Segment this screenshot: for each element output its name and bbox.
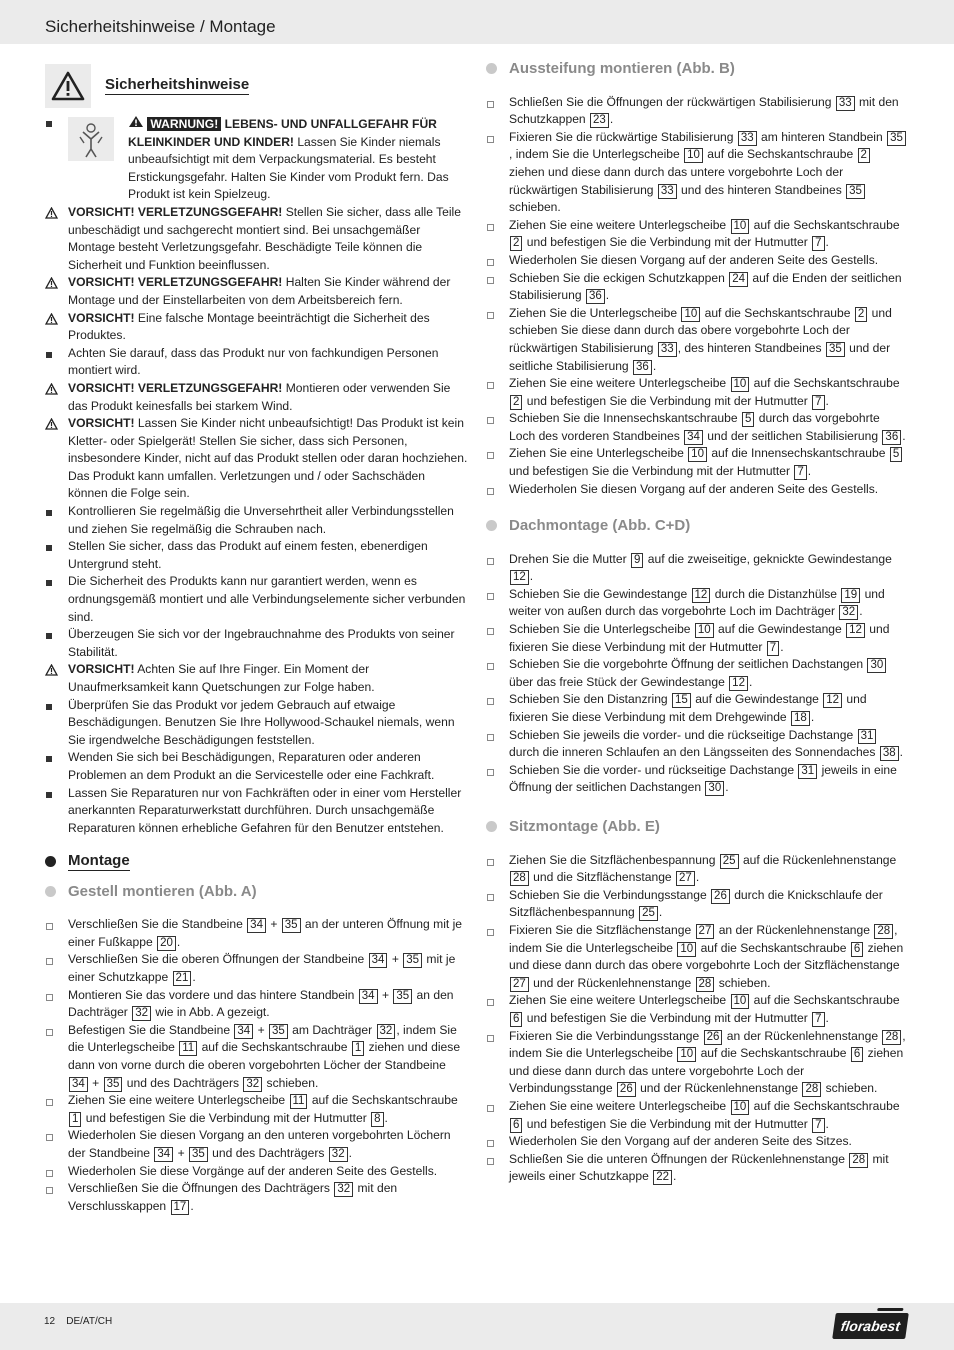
section-heading	[45, 883, 468, 901]
child-warning-text-inline: Lassen Sie Kinder niemals unbeaufsichtigt mit dem Verpackungsmaterial. Es besteht Erstickungsgefahr. Halten Sie Kinder vom Produkt fern. Das Produkt ist kein Spielzeug.	[128, 134, 449, 202]
section-title: Dachmontage (Abb. C+D)	[509, 517, 691, 534]
child-icon	[68, 117, 114, 161]
warning-triangle-icon	[45, 277, 58, 289]
part-number-ref: 30	[867, 658, 886, 673]
part-number-ref: 32	[377, 1024, 396, 1039]
step-item: Wiederholen Sie diesen Vorgang auf der anderen Seite des Gestells.	[509, 252, 879, 267]
safety-items	[45, 204, 468, 837]
step-item: Wiederholen Sie diese Vorgänge auf der anderen Seite des Gestells.	[68, 1163, 438, 1178]
part-number-ref: 33	[658, 184, 677, 199]
part-number-ref: 26	[704, 1030, 723, 1045]
part-number-ref: 28	[696, 977, 715, 992]
step-item: Schieben Sie den Distanzring 15 auf die Gewindestange 12 und fixieren Sie diese Verbindung mit dem Drehgewinde 18 .	[509, 692, 867, 724]
part-number-ref: 9	[631, 553, 643, 568]
step-item: Schieben Sie jeweils die vorder- und die rückseitige Dachstange 31 durch die inneren Schlaufen an den Längsseiten des Sonnendaches 38 .	[509, 727, 903, 760]
part-number-ref: 35	[282, 918, 301, 933]
warning-label: WARNUNG!	[147, 117, 221, 131]
part-number-ref: 10	[677, 1047, 696, 1062]
part-number-ref: 18	[791, 711, 810, 726]
part-number-ref: 19	[841, 588, 860, 603]
child-warning-heading: LEBENS- UND UNFALLGEFAHR FÜR KLEINKINDER UND KINDER!	[128, 117, 437, 149]
step-item: Schieben Sie die eckigen Schutzkappen 24 auf die Enden der seitlichen Stabilisierung 36 .	[509, 270, 902, 303]
part-number-ref: 7	[812, 1012, 824, 1027]
part-number-ref: 34	[684, 430, 703, 445]
part-number-ref: 32	[132, 1006, 151, 1021]
safety-item	[45, 415, 468, 503]
safety-item-text: Eine falsche Montage beeinträchtigt die Sicherheit des Produktes.	[68, 310, 430, 343]
part-number-ref: 34	[154, 1147, 173, 1162]
section-heading	[486, 60, 908, 78]
safety-item-text: Halten Sie Kinder während der Montage und der Einstellarbeiten von dem Arbeitsbereich fern.	[68, 275, 451, 307]
safety-item-text: Überzeugen Sie sich vor der Ingebrauchnahme des Produkts von seiner Stabilität.	[68, 627, 455, 659]
safety-title: Sicherheitshinweise	[105, 76, 250, 93]
step-item: Schließen Sie die Öffnungen der rückwärtigen Stabilisierung 33 mit den Schutzkappen 23 .	[509, 94, 899, 127]
safety-item	[45, 274, 468, 309]
part-number-ref: 26	[617, 1082, 636, 1097]
part-number-ref: 6	[851, 942, 863, 957]
part-number-ref: 15	[672, 693, 691, 708]
warning-triangle-icon	[45, 64, 91, 108]
part-number-ref: 6	[851, 1047, 863, 1062]
warning-triangle-icon	[45, 418, 58, 430]
part-number-ref: 12	[692, 588, 711, 603]
safety-list	[45, 115, 468, 837]
part-number-ref: 35	[826, 342, 845, 357]
section-gestell	[45, 883, 468, 1216]
part-number-ref: 5	[890, 447, 902, 462]
step-item: Verschließen Sie die oberen Öffnungen der Standbeine 34 + 35 mit je einer Schutzkappe 21 .	[68, 952, 456, 984]
step-item: Fixieren Sie die Verbindungsstange 26 an der Rückenlehnenstange 28 , indem Sie die Unterlegscheibe 10 auf die Sechskantschraube 6 ziehen und diese dann durch das untere vorgebohrte Loch der Verbindungsstange 26 und der Rückenlehnenstange 28 schieben.	[509, 1028, 906, 1096]
section-heading	[486, 517, 908, 535]
part-number-ref: 11	[290, 1094, 308, 1109]
part-number-ref: 35	[403, 953, 422, 968]
section-dach	[486, 517, 908, 797]
part-number-ref: 28	[874, 924, 893, 939]
safety-item-text: Kontrollieren Sie regelmäßig die Unversehrtheit aller Verbindungsstellen und ziehen Sie regelmäßig die Schrauben nach.	[68, 504, 454, 536]
part-number-ref: 2	[510, 236, 522, 251]
part-number-ref: 10	[677, 942, 696, 957]
bullet-dot-icon	[486, 520, 497, 531]
part-number-ref: 6	[510, 1118, 522, 1133]
part-number-ref: 30	[705, 781, 724, 796]
part-number-ref: 7	[812, 236, 824, 251]
safety-item	[45, 204, 468, 274]
part-number-ref: 6	[510, 1012, 522, 1027]
part-number-ref: 35	[887, 131, 906, 146]
part-number-ref: 10	[695, 623, 714, 638]
part-number-ref: 31	[798, 764, 817, 779]
safety-item-heading: VORSICHT! VERLETZUNGSGEFAHR!	[68, 204, 283, 219]
part-number-ref: 7	[794, 465, 806, 480]
step-item: Drehen Sie die Mutter 9 auf die zweiseitige, geknickte Gewindestange 12 .	[509, 551, 892, 584]
part-number-ref: 35	[269, 1024, 288, 1039]
part-number-ref: 28	[849, 1153, 868, 1168]
safety-item	[45, 661, 468, 696]
safety-item-heading: VORSICHT!	[68, 310, 135, 325]
part-number-ref: 11	[179, 1041, 197, 1056]
warning-triangle-icon	[45, 207, 58, 219]
step-item: Fixieren Sie die rückwärtige Stabilisierung 33 am hinteren Standbein 35, indem Sie die Unterlegscheibe 10 auf die Sechskantschraube 2 ziehen und diese dann durch das untere vorgebohrte Loch der rückwärtigen Stabilisierung 33 und des hinteren Standbeines 35 schieben.	[486, 129, 908, 217]
safety-item-text: Lassen Sie Kinder nicht unbeaufsichtigt! Das Produkt ist kein Kletter- oder Spielgerät! Stellen Sie sicher, dass sich Personen, insbesondere Kinder, nicht auf das Produkt stellen oder daran hochziehen. Das Produkt kann umfallen. Verletzungen und / oder Sachschäden können die Folge sein.	[68, 416, 468, 501]
safety-item	[45, 380, 468, 415]
step-item: Montieren Sie das vordere und das hintere Standbein 34 + 35 an den Dachträger 32 wie in Abb. A gezeigt.	[68, 987, 454, 1020]
part-number-ref: 34	[69, 1077, 88, 1092]
part-number-ref: 10	[731, 1100, 750, 1115]
montage-title: Montage	[68, 852, 130, 869]
part-number-ref: 35	[393, 989, 412, 1004]
warning-triangle-icon	[45, 313, 58, 325]
safety-item-text: Stellen Sie sicher, dass das Produkt auf einem festen, ebenerdigen Untergrund steht.	[68, 539, 428, 571]
step-item: Ziehen Sie eine Unterlegscheibe 10 auf die Innensechskantschraube 5 und befestigen Sie die Verbindung mit der Hutmutter 7 .	[486, 445, 908, 480]
part-number-ref: 12	[510, 570, 529, 585]
step-item: Befestigen Sie die Standbeine 34 + 35 am Dachträger 32 , indem Sie die Unterlegscheibe 11 auf die Sechskantschraube 1 ziehen und diese dann von vorne durch die oberen vorgebohrten Löcher der Standbeine 34 + 35 und des Dachträgers 32 schieben.	[68, 1022, 461, 1090]
safety-item-text: Die Sicherheit des Produkts kann nur garantiert werden, wenn es ordnungsgemäß montiert und alle Verbindungselemente sicher verbunden sind.	[68, 574, 466, 624]
step-item: Ziehen Sie eine weitere Unterlegscheibe 11 auf die Sechskantschraube 1 und befestigen Sie die Verbindung mit der Hutmutter 8 .	[68, 1093, 458, 1125]
section-title: Gestell montieren (Abb. A)	[68, 882, 257, 900]
safety-item-text: Achten Sie darauf, dass das Produkt nur von fachkundigen Personen montiert wird.	[68, 345, 439, 378]
part-number-ref: 27	[696, 924, 715, 939]
step-item: Schieben Sie die Innensechskantschraube 5 durch das vorgebohrte Loch des vorderen Standbeines 34 und der seitlichen Stabilisierung 36 .	[509, 411, 906, 443]
part-number-ref: 12	[846, 623, 865, 638]
part-number-ref: 35	[189, 1147, 208, 1162]
part-number-ref: 33	[738, 131, 757, 146]
step-item: Schieben Sie die Verbindungsstange 26 durch die Knickschlaufe der Sitzflächenbespannung 25 .	[509, 887, 883, 920]
safety-item	[45, 573, 468, 626]
step-item: Wiederholen Sie diesen Vorgang an den unteren vorgebohrten Löchern der Standbeine 34 + 35 und des Dachträgers 32 .	[68, 1128, 451, 1160]
step-item: Schieben Sie die vorder- und rückseitige Dachstange 31 jeweils in eine Öffnung der seitlichen Dachstangen 30 .	[509, 762, 897, 795]
step-item: Schieben Sie die Unterlegscheibe 10 auf die Gewindestange 12 und fixieren Sie diese Verbindung mit der Hutmutter 7 .	[509, 621, 890, 654]
part-number-ref: 2	[510, 395, 522, 410]
part-number-ref: 7	[812, 395, 824, 410]
part-number-ref: 35	[846, 184, 865, 199]
part-number-ref: 32	[334, 1182, 353, 1197]
part-number-ref: 2	[858, 148, 870, 163]
part-number-ref: 10	[688, 447, 707, 462]
safety-item-heading: VORSICHT!	[68, 662, 135, 677]
safety-item	[45, 785, 468, 838]
safety-item-text: Stellen Sie sicher, dass alle Teile unbeschädigt und sachgerecht montiert sind. Bei unsachgemäßer Montage besteht Verletzungsgefahr. Beschädigte Teile können die Sicherheit und Funktion beeinflussen.	[68, 204, 461, 272]
child-warning	[45, 115, 468, 204]
brand-logo: florabest	[832, 1313, 909, 1339]
bullet-dot-icon	[486, 821, 497, 832]
part-number-ref: 20	[157, 936, 176, 951]
bullet-square-icon	[46, 121, 52, 127]
step-item: Verschließen Sie die Öffnungen des Dachträgers 32 mit den Verschlusskappen 17 .	[68, 1181, 398, 1213]
warning-small-icon	[128, 115, 144, 134]
step-item: Verschließen Sie die Standbeine 34 + 35 an der unteren Öffnung mit je einer Fußkappe 20 .	[68, 917, 463, 949]
section-title: Sitzmontage (Abb. E)	[509, 818, 660, 835]
part-number-ref: 1	[69, 1112, 81, 1127]
part-number-ref: 36	[586, 289, 605, 304]
section-title: Aussteifung montieren (Abb. B)	[509, 60, 735, 77]
step-item: Fixieren Sie die Sitzflächenstange 27 an der Rückenlehnenstange 28 , indem Sie die Unterlegscheibe 10 auf die Sechskantschraube 6 ziehen und diese dann durch das obere vorgebohrte Loch der Sitzflächenstange 27 und der Rückenlehnenstange 28 schieben.	[509, 922, 904, 990]
safety-item-text: Montieren oder verwenden Sie das Produkt keinesfalls bei starkem Wind.	[68, 380, 451, 413]
part-number-ref: 10	[731, 994, 750, 1009]
step-item: Ziehen Sie eine weitere Unterlegscheibe 10 auf die Sechskantschraube 6 und befestigen Sie die Verbindung mit der Hutmutter 7 .	[509, 993, 900, 1025]
page-number: 12 DE/AT/CH	[44, 1316, 113, 1327]
step-item: Ziehen Sie die Unterlegscheibe 10 auf die Sechskantschraube 2 und schieben Sie diese dann durch das obere vorgebohrte Loch der rückwärtigen Stabilisierung 33 , des hinteren Standbeines 35 und der seitliche Stabilisierung 36 .	[509, 305, 892, 373]
part-number-ref: 28	[802, 1082, 821, 1097]
section-sitz	[486, 818, 908, 1186]
safety-item	[45, 697, 468, 750]
safety-item-text: Lassen Sie Reparaturen nur von Fachkräften oder in einer vom Hersteller anerkannten Reparaturwerkstatt durchführen. Durch unsachgemäße Reparaturen können erhebliche Gefahren für den Benutzer entstehen.	[68, 785, 462, 835]
part-number-ref: 10	[731, 219, 750, 234]
part-number-ref: 35	[104, 1077, 123, 1092]
part-number-ref: 36	[882, 430, 901, 445]
part-number-ref: 33	[658, 342, 677, 357]
step-item: Ziehen Sie eine weitere Unterlegscheibe 10 auf die Sechskantschraube 2 und befestigen Sie die Verbindung mit der Hutmutter 7 .	[509, 217, 900, 250]
part-number-ref: 25	[720, 854, 739, 869]
part-number-ref: 2	[855, 307, 867, 322]
safety-item-text: Überprüfen Sie das Produkt vor jedem Gebrauch auf etwaige Beschädigungen. Benutzen Sie Ihre Hollywood-Schaukel niemals, wenn Sie irgendwelche Beschädigungen feststellen.	[68, 697, 455, 747]
part-number-ref: 34	[247, 918, 266, 933]
bullet-dot-icon	[45, 886, 56, 897]
section-heading	[486, 818, 908, 836]
part-number-ref: 38	[880, 746, 899, 761]
part-number-ref: 32	[839, 605, 858, 620]
safety-item-heading: VORSICHT! VERLETZUNGSGEFAHR!	[68, 380, 283, 395]
montage-heading	[45, 852, 468, 871]
step-item: Ziehen Sie die Sitzflächenbespannung 25 auf die Rückenlehnenstange 28 und die Sitzflächenstange 27 .	[509, 852, 897, 885]
part-number-ref: 34	[359, 989, 378, 1004]
part-number-ref: 31	[858, 729, 877, 744]
part-number-ref: 24	[729, 272, 748, 287]
page-header-title: Sicherheitshinweise / Montage	[45, 17, 276, 36]
safety-item	[45, 310, 468, 345]
part-number-ref: 10	[681, 307, 700, 322]
step-item: Schließen Sie die unteren Öffnungen der Rückenlehnenstange 28 mit jeweils einer Schutzkappe 22 .	[509, 1151, 889, 1184]
part-number-ref: 21	[173, 971, 192, 986]
part-number-ref: 23	[590, 113, 609, 128]
footer-bar	[0, 1303, 954, 1350]
step-item: Ziehen Sie eine weitere Unterlegscheibe 10 auf die Sechskantschraube 6 und befestigen Sie die Verbindung mit der Hutmutter 7 .	[509, 1098, 900, 1131]
part-number-ref: 27	[676, 871, 695, 886]
bullet-dot-icon	[45, 856, 56, 867]
montage-block	[45, 852, 468, 1215]
part-number-ref: 34	[234, 1024, 253, 1039]
step-item: Schieben Sie die vorgebohrte Öffnung der seitlichen Dachstangen 30 über das freie Stück der Gewindestange 12 .	[486, 656, 908, 691]
safety-item	[45, 345, 468, 380]
part-number-ref: 27	[510, 977, 529, 992]
safety-item	[45, 749, 468, 784]
part-number-ref: 26	[711, 889, 730, 904]
part-number-ref: 28	[882, 1030, 901, 1045]
step-item: Ziehen Sie eine weitere Unterlegscheibe 10 auf die Sechskantschraube 2 und befestigen Sie die Verbindung mit der Hutmutter 7 .	[509, 376, 900, 408]
header-bar	[0, 0, 954, 44]
part-number-ref: 8	[371, 1112, 383, 1127]
safety-item	[45, 538, 468, 573]
step-item: Wiederholen Sie den Vorgang auf der anderen Seite des Sitzes.	[509, 1134, 852, 1149]
part-number-ref: 10	[731, 377, 750, 392]
warning-triangle-icon	[45, 383, 58, 395]
part-number-ref: 33	[836, 96, 855, 111]
safety-item-text: Wenden Sie sich bei Beschädigungen, Reparaturen oder anderen Problemen an dem Produkt an die Servicestelle oder eine Fachkraft.	[68, 750, 435, 782]
part-number-ref: 32	[329, 1147, 348, 1162]
part-number-ref: 36	[633, 360, 652, 375]
part-number-ref: 17	[171, 1200, 190, 1215]
bullet-dot-icon	[486, 63, 497, 74]
part-number-ref: 7	[812, 1118, 824, 1133]
part-number-ref: 7	[767, 641, 779, 656]
safety-item-heading: VORSICHT!	[68, 416, 135, 431]
part-number-ref: 22	[653, 1170, 672, 1185]
step-item: Schieben Sie die Gewindestange 12 durch die Distanzhülse 19 und weiter von außen durch das vorgebohrte Loch im Dachträger 32 .	[509, 586, 885, 619]
part-number-ref: 34	[369, 953, 388, 968]
step-item: Wiederholen Sie diesen Vorgang auf der anderen Seite des Gestells.	[509, 481, 879, 496]
part-number-ref: 32	[243, 1077, 262, 1092]
part-number-ref: 12	[823, 693, 842, 708]
part-number-ref: 1	[352, 1041, 364, 1056]
part-number-ref: 25	[639, 906, 658, 921]
safety-item	[45, 503, 468, 538]
part-number-ref: 12	[729, 676, 748, 691]
part-number-ref: 5	[742, 412, 754, 427]
part-number-ref: 28	[510, 871, 529, 886]
safety-item	[45, 626, 468, 661]
section-aussteifung	[486, 60, 908, 498]
warning-triangle-icon	[45, 664, 58, 676]
part-number-ref: 10	[684, 148, 703, 163]
safety-item-text: Achten Sie auf Ihre Finger. Ein Moment der Unaufmerksamkeit kann Quetschungen zur Folge haben.	[68, 662, 375, 694]
safety-item-heading: VORSICHT! VERLETZUNGSGEFAHR!	[68, 275, 283, 290]
